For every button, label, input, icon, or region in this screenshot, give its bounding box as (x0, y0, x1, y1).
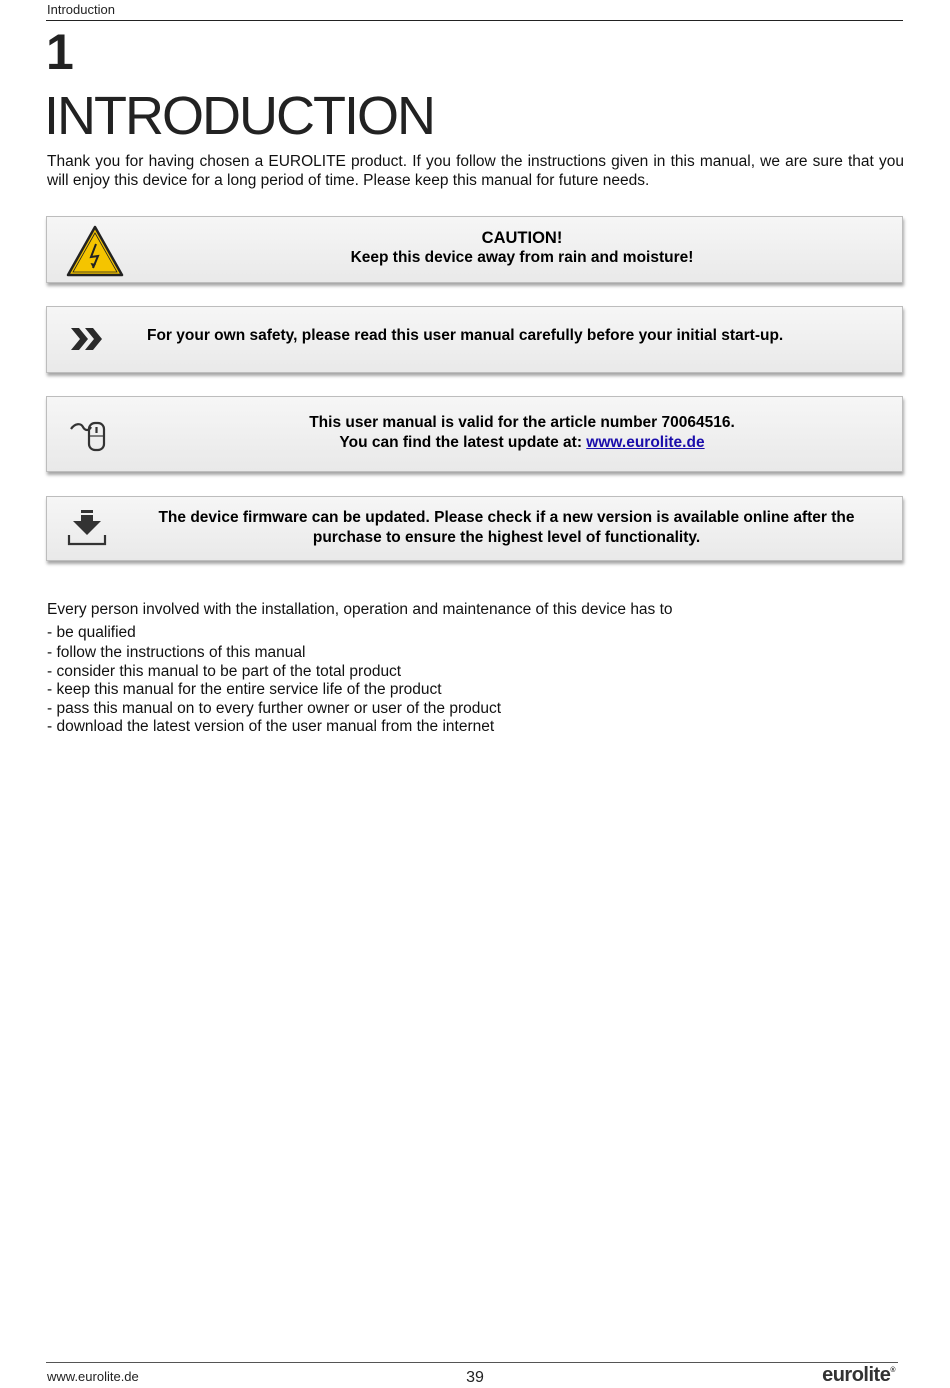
caution-text-block (142, 228, 902, 268)
article-number-line: This user manual is valid for the article number 70064516. (309, 414, 735, 431)
article-notice (46, 396, 903, 472)
responsibility-section (47, 601, 904, 737)
footer-divider (46, 1362, 898, 1363)
firmware-line-2: purchase to ensure the highest level of functionality. (312, 529, 701, 546)
firmware-text-block (147, 508, 866, 548)
firmware-notice (46, 496, 903, 561)
update-line-prefix: You can find the latest update at: (339, 434, 587, 451)
header-divider (46, 20, 903, 21)
list-item: - pass this manual on to every further owner or user of the product (47, 699, 502, 717)
mouse-cursor-icon (69, 415, 109, 460)
caution-title: CAUTION! (481, 229, 563, 247)
eurolite-website-link[interactable]: www.eurolite.de (586, 434, 705, 451)
eurolite-logo (822, 1364, 895, 1387)
double-chevron-icon (71, 326, 105, 357)
section-header-label: Introduction (47, 2, 115, 17)
chapter-number: 1 (46, 24, 74, 80)
page-number: 39 (466, 1369, 484, 1386)
registered-mark: ® (890, 1367, 895, 1374)
list-item: - consider this manual to be part of the total product (47, 662, 402, 680)
caution-notice (46, 216, 903, 283)
responsibility-lead: Every person involved with the installation, operation and maintenance of this device has to (47, 601, 673, 618)
responsibility-list (47, 624, 904, 737)
caution-message: Keep this device away from rain and moisture! (350, 249, 694, 266)
list-item: - download the latest version of the user manual from the internet (47, 718, 495, 735)
brand-name: eurolite (822, 1364, 891, 1386)
list-item: - be qualified (47, 623, 136, 641)
firmware-line-1: The device firmware can be updated. Please check if a new version is available online after the (158, 509, 855, 526)
safety-notice (46, 306, 903, 373)
chapter-title: INTRODUCTION (44, 86, 434, 146)
intro-paragraph: Thank you for having chosen a EUROLITE product. If you follow the instructions given in this manual, we are sure that you will enjoy this device for a long period of time. Please keep this manual for future needs. (47, 153, 904, 189)
safety-message: For your own safety, please read this user manual carefully before your initial start-up. (147, 327, 784, 344)
high-voltage-warning-icon (65, 224, 125, 283)
footer-url: www.eurolite.de (47, 1369, 139, 1384)
download-icon (67, 509, 109, 552)
list-item: - follow the instructions of this manual (47, 644, 306, 661)
list-item: - keep this manual for the entire service life of the product (47, 681, 442, 698)
article-text-block (142, 413, 902, 453)
